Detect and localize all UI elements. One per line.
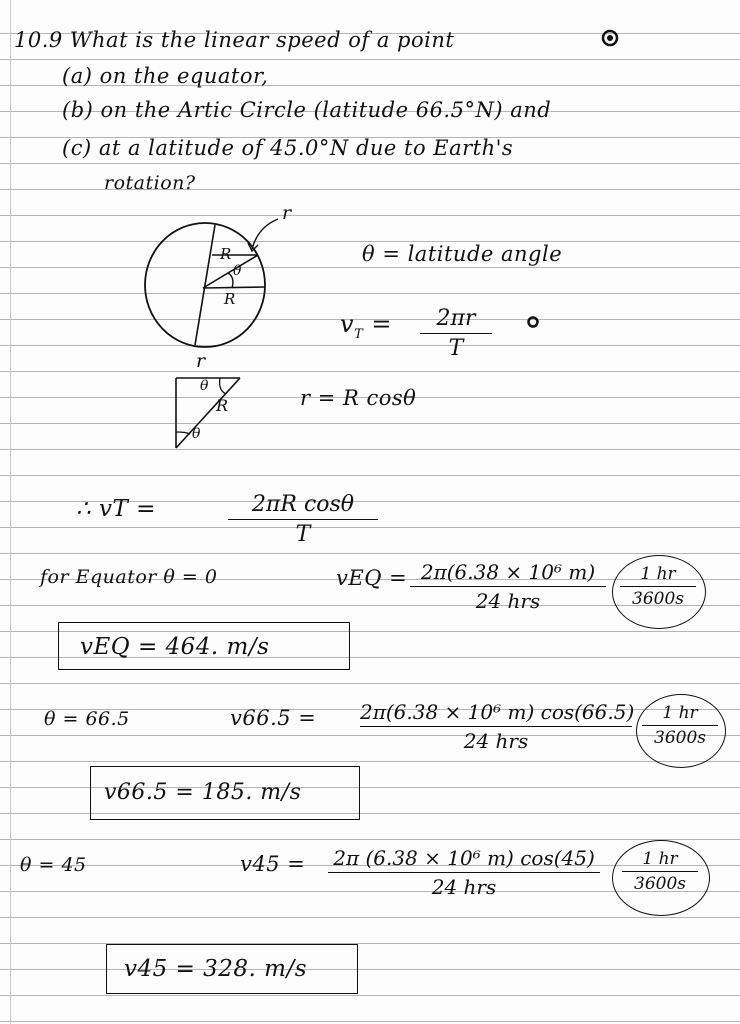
dot-mark — [526, 315, 540, 329]
diagram-label-theta1: θ — [233, 263, 242, 279]
derived-denominator: T — [295, 522, 311, 547]
triangle-label-theta-bottom: θ — [192, 426, 201, 442]
lat45-conv-numerator: 1 hr — [642, 849, 678, 869]
equator-conv-denominator: 3600s — [632, 589, 684, 609]
arctic-lhs: v66.5 = — [230, 706, 317, 730]
diagram-label-R2: R — [224, 290, 236, 308]
lat45-numerator: 2π (6.38 × 10⁶ m) cos(45) — [333, 846, 595, 870]
equator-conversion — [620, 564, 696, 609]
earth-diagram — [140, 215, 290, 355]
problem-line-4: (c) at a latitude of 45.0°N due to Earth's — [62, 136, 514, 160]
arctic-conv-numerator: 1 hr — [662, 703, 698, 723]
r-arrow — [252, 219, 278, 249]
vt-fraction — [420, 306, 492, 361]
equator-label: for Equator θ = 0 — [40, 566, 218, 588]
problem-line-1: 10.9 What is the linear speed of a point — [14, 28, 455, 52]
lat45-answer: v45 = 328. m/s — [124, 956, 308, 982]
arctic-denominator: 24 hrs — [463, 729, 529, 753]
diagram-label-r-top: r — [282, 202, 292, 224]
equator-answer: vEQ = 464. m/s — [80, 634, 270, 660]
earth-axis — [195, 225, 215, 345]
triangle-label-r: r — [196, 350, 206, 372]
scribble-mark — [600, 28, 620, 48]
equator-fraction — [410, 560, 606, 613]
arctic-numerator: 2π(6.38 × 10⁶ m) cos(66.5) — [360, 700, 635, 724]
r-definition: r = R cosθ — [300, 386, 417, 410]
arctic-label: θ = 66.5 — [44, 708, 130, 730]
lat45-denominator: 24 hrs — [431, 875, 497, 899]
lat45-conv-denominator: 3600s — [634, 874, 686, 894]
vt-numerator: 2πr — [436, 306, 476, 331]
equator-numerator: 2π(6.38 × 10⁶ m) — [420, 560, 596, 584]
margin-line — [10, 0, 11, 1024]
triangle-diagram — [166, 372, 256, 452]
derived-numerator: 2πR cosθ — [251, 492, 355, 517]
equator-conv-numerator: 1 hr — [640, 564, 676, 584]
derived-lhs: ∴ vT = — [76, 496, 156, 522]
arctic-conv-denominator: 3600s — [654, 728, 706, 748]
derived-fraction — [228, 492, 378, 547]
lat45-fraction — [328, 846, 600, 899]
arctic-fraction — [360, 700, 635, 753]
equator-lhs: vEQ = — [336, 566, 408, 590]
lat45-lhs: v45 = — [240, 852, 306, 876]
vt-denominator: T — [448, 336, 464, 361]
problem-line-3: (b) on the Artic Circle (latitude 66.5°N) and — [62, 98, 552, 122]
vt-lhs: $v_T$ = — [340, 310, 392, 342]
diagram-label-R1: R — [220, 245, 232, 263]
triangle-label-R: R — [216, 396, 229, 415]
triangle-label-theta-top: θ — [200, 378, 209, 394]
equator-radius — [203, 287, 264, 288]
theta-definition: θ = latitude angle — [362, 242, 563, 266]
arctic-answer: v66.5 = 185. m/s — [104, 780, 302, 805]
problem-line-5: rotation? — [104, 172, 196, 194]
equator-denominator: 24 hrs — [475, 589, 541, 613]
problem-line-2: (a) on the equator, — [62, 64, 269, 88]
lat45-conversion — [622, 849, 698, 894]
lat45-label: θ = 45 — [20, 854, 87, 876]
arctic-conversion — [642, 703, 718, 748]
